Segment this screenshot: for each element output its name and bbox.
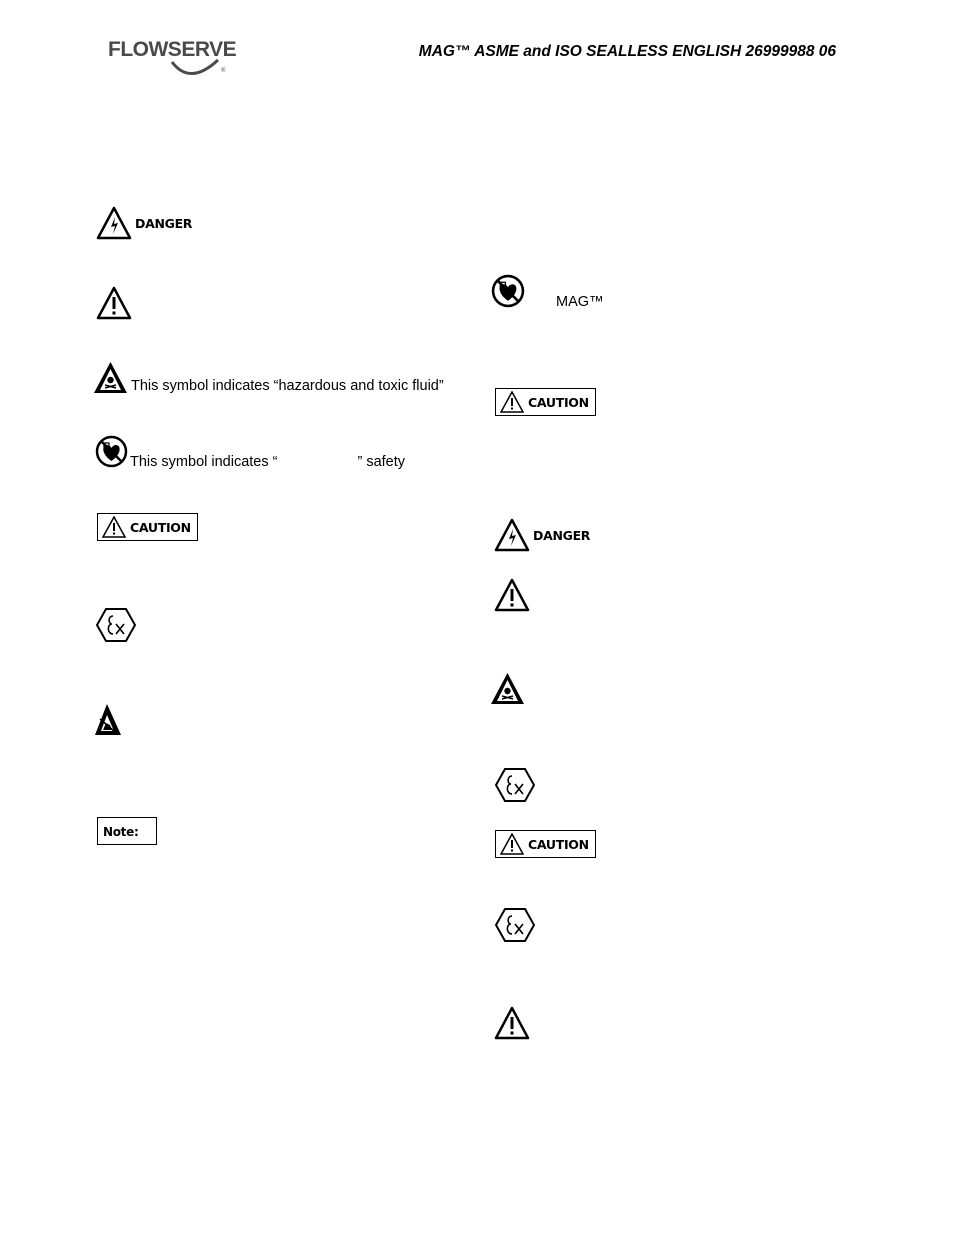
note-label: Note: (103, 825, 139, 839)
mag-text: MAG™ (556, 294, 604, 310)
pacemaker-icon (491, 274, 525, 308)
caution-warning-icon (102, 516, 126, 538)
caution-label: CAUTION (528, 394, 589, 410)
pacemaker-symbol-row (95, 435, 405, 468)
toxic-symbol-row (93, 361, 444, 394)
warning-icon (494, 578, 530, 612)
ex-atex-icon (495, 767, 535, 803)
flowserve-logo (108, 34, 237, 84)
toxic-icon (93, 361, 128, 394)
note-box (97, 817, 157, 845)
pacemaker-description-part1: This symbol indicates “ (130, 454, 278, 470)
logo-registered-mark: ® (221, 68, 226, 74)
toxic-icon (490, 672, 525, 705)
logo-swoosh-icon (170, 54, 220, 84)
warning-icon (96, 286, 132, 320)
caution-box-left (97, 513, 198, 541)
esd-icon (94, 703, 122, 736)
electrical-danger-icon (96, 206, 132, 240)
danger-label: DANGER (533, 527, 591, 543)
ex-atex-icon (96, 607, 136, 643)
caution-box-right-2 (495, 830, 596, 858)
ex-atex-icon (495, 907, 535, 943)
caution-warning-icon (500, 391, 524, 413)
danger-symbol-left (96, 206, 192, 240)
pacemaker-description-part2: ” safety (357, 454, 406, 470)
electrical-danger-icon (494, 518, 530, 552)
caution-label: CAUTION (130, 519, 191, 535)
caution-box-right-1 (495, 388, 596, 416)
caution-label: CAUTION (528, 836, 589, 852)
document-title: MAG™ ASME and ISO SEALLESS ENGLISH 26999988 06 (418, 43, 836, 60)
danger-symbol-right (494, 518, 590, 552)
warning-icon (494, 1006, 530, 1040)
caution-warning-icon (500, 833, 524, 855)
pacemaker-icon (95, 435, 128, 468)
danger-label: DANGER (135, 215, 193, 231)
logo-text: FLOWSERVE (108, 38, 237, 61)
toxic-description: This symbol indicates “hazardous and toxic fluid” (131, 378, 444, 394)
